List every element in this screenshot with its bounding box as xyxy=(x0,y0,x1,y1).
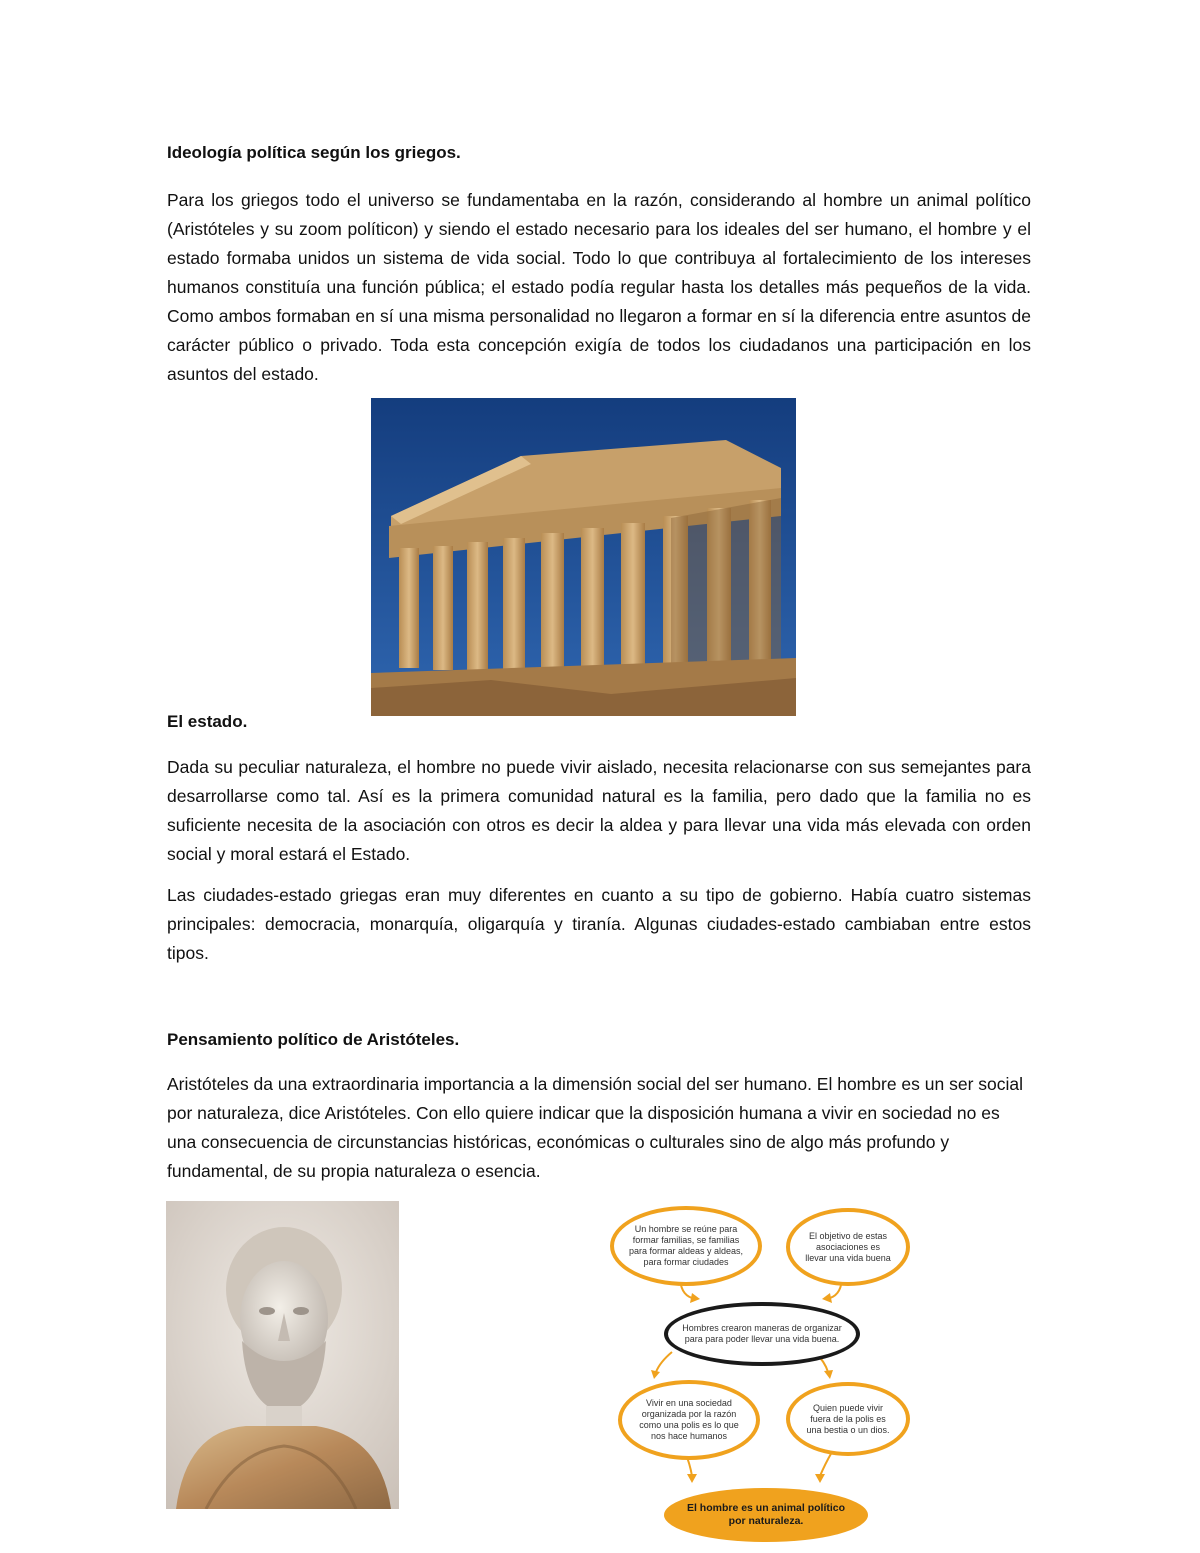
paragraph-state-2: Las ciudades-estado griegas eran muy diferentes en cuanto a su tipo de gobierno. Había cuatro sistemas principales: democracia, monarquía, oligarquía y tiranía. Algunas ciudades-estado cambiaban entre estos tipos. xyxy=(167,885,1031,963)
section-heading-state: El estado. xyxy=(167,712,248,731)
section-heading-aristotle: Pensamiento político de Aristóteles. xyxy=(167,1030,460,1049)
diagram-node-organize: Hombres crearon maneras de organizar para para poder llevar una vida buena. xyxy=(664,1302,860,1366)
diagram-node-objective: El objetivo de estas asociaciones es llevar una vida buena xyxy=(786,1208,910,1286)
aristotle-bust-photo xyxy=(166,1201,399,1509)
diagram-node-conclusion: El hombre es un animal político por naturaleza. xyxy=(664,1488,868,1542)
paragraph-aristotle: Aristóteles da una extraordinaria importancia a la dimensión social del ser humano. El hombre es un ser social por naturaleza, dice Aristóteles. Con ello quiere indicar que la disposición humana a vivir en sociedad no es una consecuencia de circunstancias históricas, económicas o culturales sino de algo más profundo y fundamental, de su propia naturaleza o esencia. xyxy=(167,1074,1023,1181)
concept-diagram xyxy=(610,1202,910,1550)
diagram-node-family: Un hombre se reúne para formar familias, se familias para formar aldeas y aldeas, para formar ciudades xyxy=(610,1206,762,1286)
paragraph-state-1: Dada su peculiar naturaleza, el hombre no puede vivir aislado, necesita relacionarse con sus semejantes para desarrollarse como tal. Así es la primera comunidad natural es la familia, pero dado que la familia no es suficiente necesita de la asociación con otros es decir la aldea y para llevar una vida más elevada con orden social y moral estará el Estado. xyxy=(167,757,1031,864)
parthenon-photo xyxy=(371,398,796,716)
diagram-node-beast-god: Quien puede vivir fuera de la polis es una bestia o un dios. xyxy=(786,1382,910,1456)
diagram-node-society: Vivir en una sociedad organizada por la razón como una polis es lo que nos hace humanos xyxy=(618,1380,760,1460)
paragraph-greek-ideology: Para los griegos todo el universo se fundamentaba en la razón, considerando al hombre un animal político (Aristóteles y su zoom políticon) y siendo el estado necesario para los ideales del ser humano, el hombre y el estado formaba unidos un sistema de vida social. Todo lo que contribuya al fortalecimiento de los intereses humanos constituía una función pública; el estado podía regular hasta los detalles más pequeños de la vida. Como ambos formaban en sí una misma personalidad no llegaron a formar en sí la diferencia entre asuntos de carácter público o privado. Toda esta concepción exigía de todos los ciudadanos una participación en los asuntos del estado. xyxy=(167,190,1031,384)
section-heading-greek-ideology: Ideología política según los griegos. xyxy=(167,143,461,162)
